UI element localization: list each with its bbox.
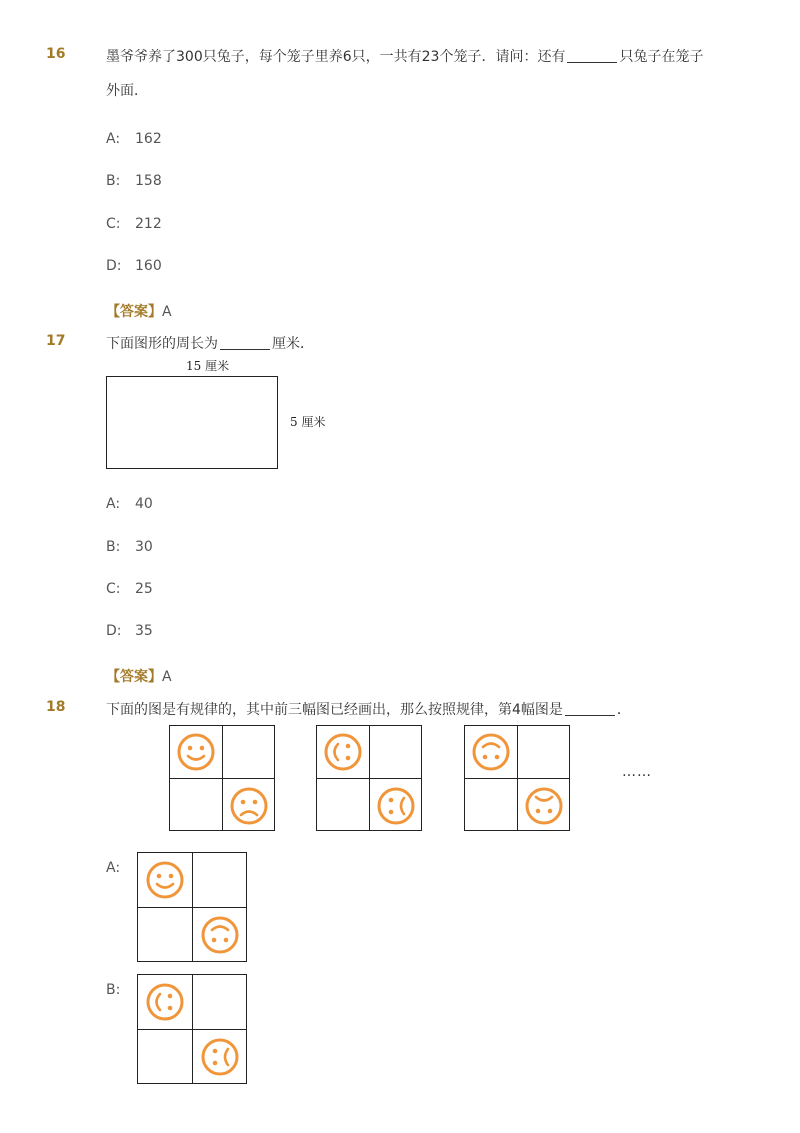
width-label: 15 厘米	[186, 359, 230, 373]
option-b[interactable]	[106, 539, 153, 555]
rectangle-figure	[106, 376, 278, 469]
pattern-grid-3	[464, 725, 570, 831]
question-text	[106, 699, 631, 719]
option-c[interactable]	[106, 216, 162, 232]
answer-blank	[567, 48, 617, 63]
answer-label: 【答案】	[106, 304, 162, 320]
option-value: 25	[135, 581, 153, 597]
frown-face-right-icon	[200, 1037, 240, 1077]
question-text	[106, 46, 703, 66]
option-a-grid[interactable]	[137, 852, 247, 962]
frown-face-icon	[229, 786, 269, 826]
frown-face-up-icon	[524, 786, 564, 826]
question-text-part: 下面的图是有规律的，其中前三幅图已经画出，那么按照规律，第4幅图是	[106, 702, 563, 718]
option-value: 160	[135, 258, 162, 274]
frown-face-down-icon	[200, 915, 240, 955]
question-number: 17	[46, 333, 66, 349]
question-text	[106, 333, 314, 353]
option-letter: A:	[106, 860, 121, 876]
option-value: 158	[135, 173, 162, 189]
option-letter: C:	[106, 216, 121, 232]
option-letter: C:	[106, 581, 121, 597]
answer-value: A	[162, 669, 172, 685]
option-letter: B:	[106, 539, 121, 555]
frown-face-right-icon	[376, 786, 416, 826]
answer-line	[106, 666, 172, 686]
option-a[interactable]	[106, 496, 153, 512]
question-text-part: ．	[616, 702, 631, 718]
option-a[interactable]	[106, 131, 162, 147]
question-text-part: 只兔子在笼子	[619, 49, 704, 65]
smile-face-up-icon	[471, 732, 511, 772]
option-value: 30	[135, 539, 153, 555]
pattern-grid-2	[316, 725, 422, 831]
option-value: 162	[135, 131, 162, 147]
answer-label: 【答案】	[106, 669, 162, 685]
option-letter: A:	[106, 131, 121, 147]
pattern-grid-1	[169, 725, 275, 831]
question-text-part: 墨爷爷养了300只兔子，每个笼子里养6只，一共有23个笼子．请问：还有	[106, 49, 566, 65]
option-value: 40	[135, 496, 153, 512]
answer-value: A	[162, 304, 172, 320]
question-text-part: 厘米．	[272, 336, 314, 352]
option-letter: A:	[106, 496, 121, 512]
option-letter: D:	[106, 258, 122, 274]
option-c[interactable]	[106, 581, 153, 597]
question-text-part: 下面图形的周长为	[106, 336, 218, 352]
option-d[interactable]	[106, 258, 162, 274]
option-value: 35	[135, 623, 153, 639]
option-b-grid[interactable]	[137, 974, 247, 1084]
answer-line	[106, 301, 172, 321]
question-number: 18	[46, 699, 66, 715]
smile-face-icon	[176, 732, 216, 772]
option-b[interactable]	[106, 173, 162, 189]
ellipsis: ……	[622, 764, 652, 780]
option-letter: B:	[106, 982, 121, 998]
option-value: 212	[135, 216, 162, 232]
question-text-line2: 外面．	[106, 83, 148, 99]
option-a[interactable]	[106, 860, 120, 876]
option-d[interactable]	[106, 623, 153, 639]
smile-face-icon	[145, 860, 185, 900]
question-number: 16	[46, 46, 66, 62]
height-label: 5 厘米	[290, 415, 326, 429]
option-letter: B:	[106, 173, 121, 189]
answer-blank	[220, 335, 270, 350]
option-b[interactable]	[106, 982, 120, 998]
answer-blank	[565, 701, 615, 716]
option-letter: D:	[106, 623, 122, 639]
smile-face-left-icon	[323, 732, 363, 772]
smile-face-left-icon	[145, 982, 185, 1022]
